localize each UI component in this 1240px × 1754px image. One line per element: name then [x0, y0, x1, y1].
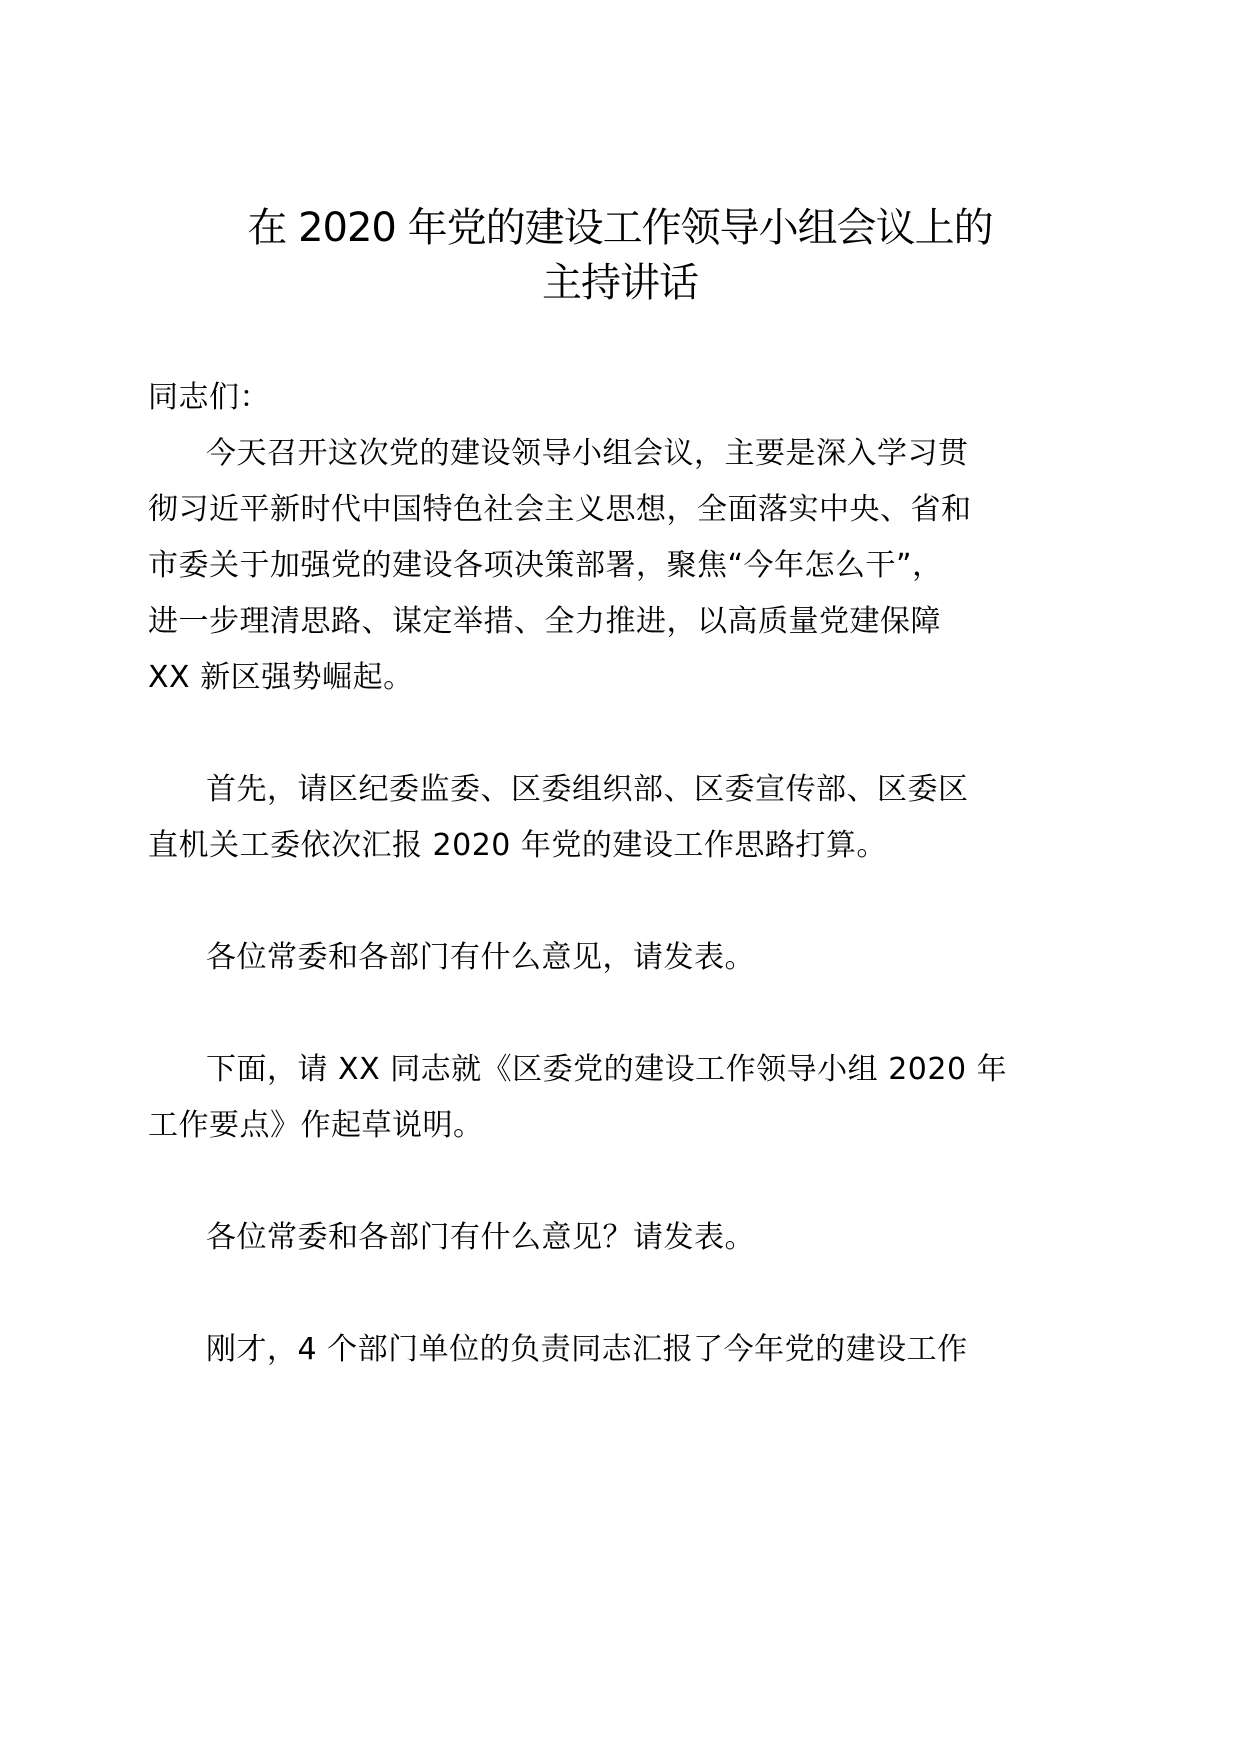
paragraph-4-line-1: 下面，请 XX 同志就《区委党的建设工作领导小组 2020 年 — [206, 1052, 1008, 1087]
document-title-line-2: 主持讲话 — [542, 260, 698, 306]
salutation: 同志们： — [148, 380, 270, 415]
paragraph-2-line-1: 首先，请区纪委监委、区委组织部、区委宣传部、区委区 — [206, 772, 969, 807]
paragraph-1-line-4: 进一步理清思路、谋定举措、全力推进，以高质量党建保障 — [148, 604, 941, 639]
paragraph-1-line-3: 市委关于加强党的建设各项决策部署，聚焦“今年怎么干”， — [148, 548, 943, 583]
paragraph-2-line-2: 直机关工委依次汇报 2020 年党的建设工作思路打算。 — [148, 828, 887, 863]
paragraph-4-line-2: 工作要点》作起草说明。 — [148, 1108, 484, 1143]
paragraph-5-line-1: 各位常委和各部门有什么意见？请发表。 — [206, 1220, 755, 1255]
paragraph-1-line-5: XX 新区强势崛起。 — [148, 660, 414, 695]
paragraph-6-line-1: 刚才，4 个部门单位的负责同志汇报了今年党的建设工作 — [206, 1332, 968, 1367]
paragraph-3-line-1: 各位常委和各部门有什么意见，请发表。 — [206, 940, 755, 975]
document-title-line-1: 在 2020 年党的建设工作领导小组会议上的 — [247, 205, 993, 251]
paragraph-1-line-2: 彻习近平新时代中国特色社会主义思想，全面落实中央、省和 — [148, 492, 972, 527]
paragraph-1-line-1: 今天召开这次党的建设领导小组会议，主要是深入学习贯 — [206, 436, 969, 471]
